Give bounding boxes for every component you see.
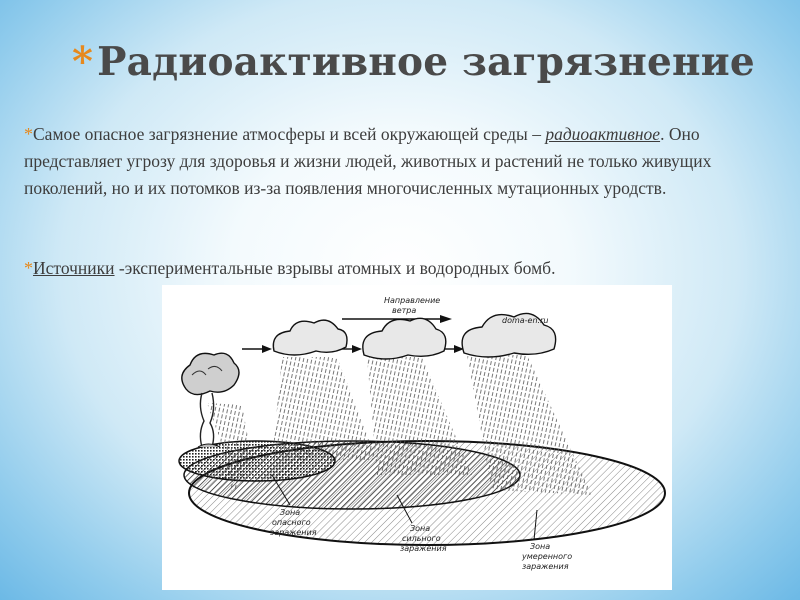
rain-column-3 [367,357,472,475]
bullet-paragraph-1 [24,121,794,202]
zone-strong-label-2: сильного [402,534,441,543]
fallout-diagram [162,285,672,590]
zone-moderate-label-1: Зона [530,542,551,551]
slide-title-text: Радиоактивное загрязнение [97,39,755,85]
drifting-clouds [273,313,555,359]
zone-moderate-label-2: умеренного [522,552,573,561]
cloud-1-icon [273,320,347,355]
wind-label-line2: ветра [392,306,417,315]
star-bullet-icon: * [72,38,94,85]
slide-title [72,38,792,85]
zone-moderate-label-3: заражения [522,562,569,571]
fallout-zones-figure [162,285,672,590]
zone-strong-label-3: заражения [400,544,447,553]
cloud-2-icon [363,318,446,359]
zone-dangerous-label-1: Зона [280,508,301,517]
zone-dangerous-label-2: опасного [272,518,311,527]
zone-dangerous-label-3: заражения [270,528,317,537]
bullet-1-text-after: . Оно представляет угрозу для здоровья и жизни людей, животных и растений не только живущих поколений, но и их потомков из-за появления многочисленных мутационных уродств. [24,124,712,198]
zone-strong-label-1: Зона [410,524,431,533]
wind-arrow-head-icon [440,315,452,323]
bullet-1-emphasis-link[interactable]: радиоактивное [545,124,661,144]
watermark-text: doma-en.ru [502,316,549,325]
star-bullet-icon: * [24,124,33,144]
bullet-paragraph-2 [24,255,794,282]
wind-label-line1: Направление [384,296,441,305]
bullet-1-text-before: Самое опасное загрязнение атмосферы и всей окружающей среды – [33,124,546,144]
rain-column-2 [272,357,377,460]
bullet-2-text-after: -экспериментальные взрывы атомных и водородных бомб. [114,258,556,278]
sources-link[interactable]: Источники [33,258,115,278]
star-bullet-icon: * [24,258,33,278]
